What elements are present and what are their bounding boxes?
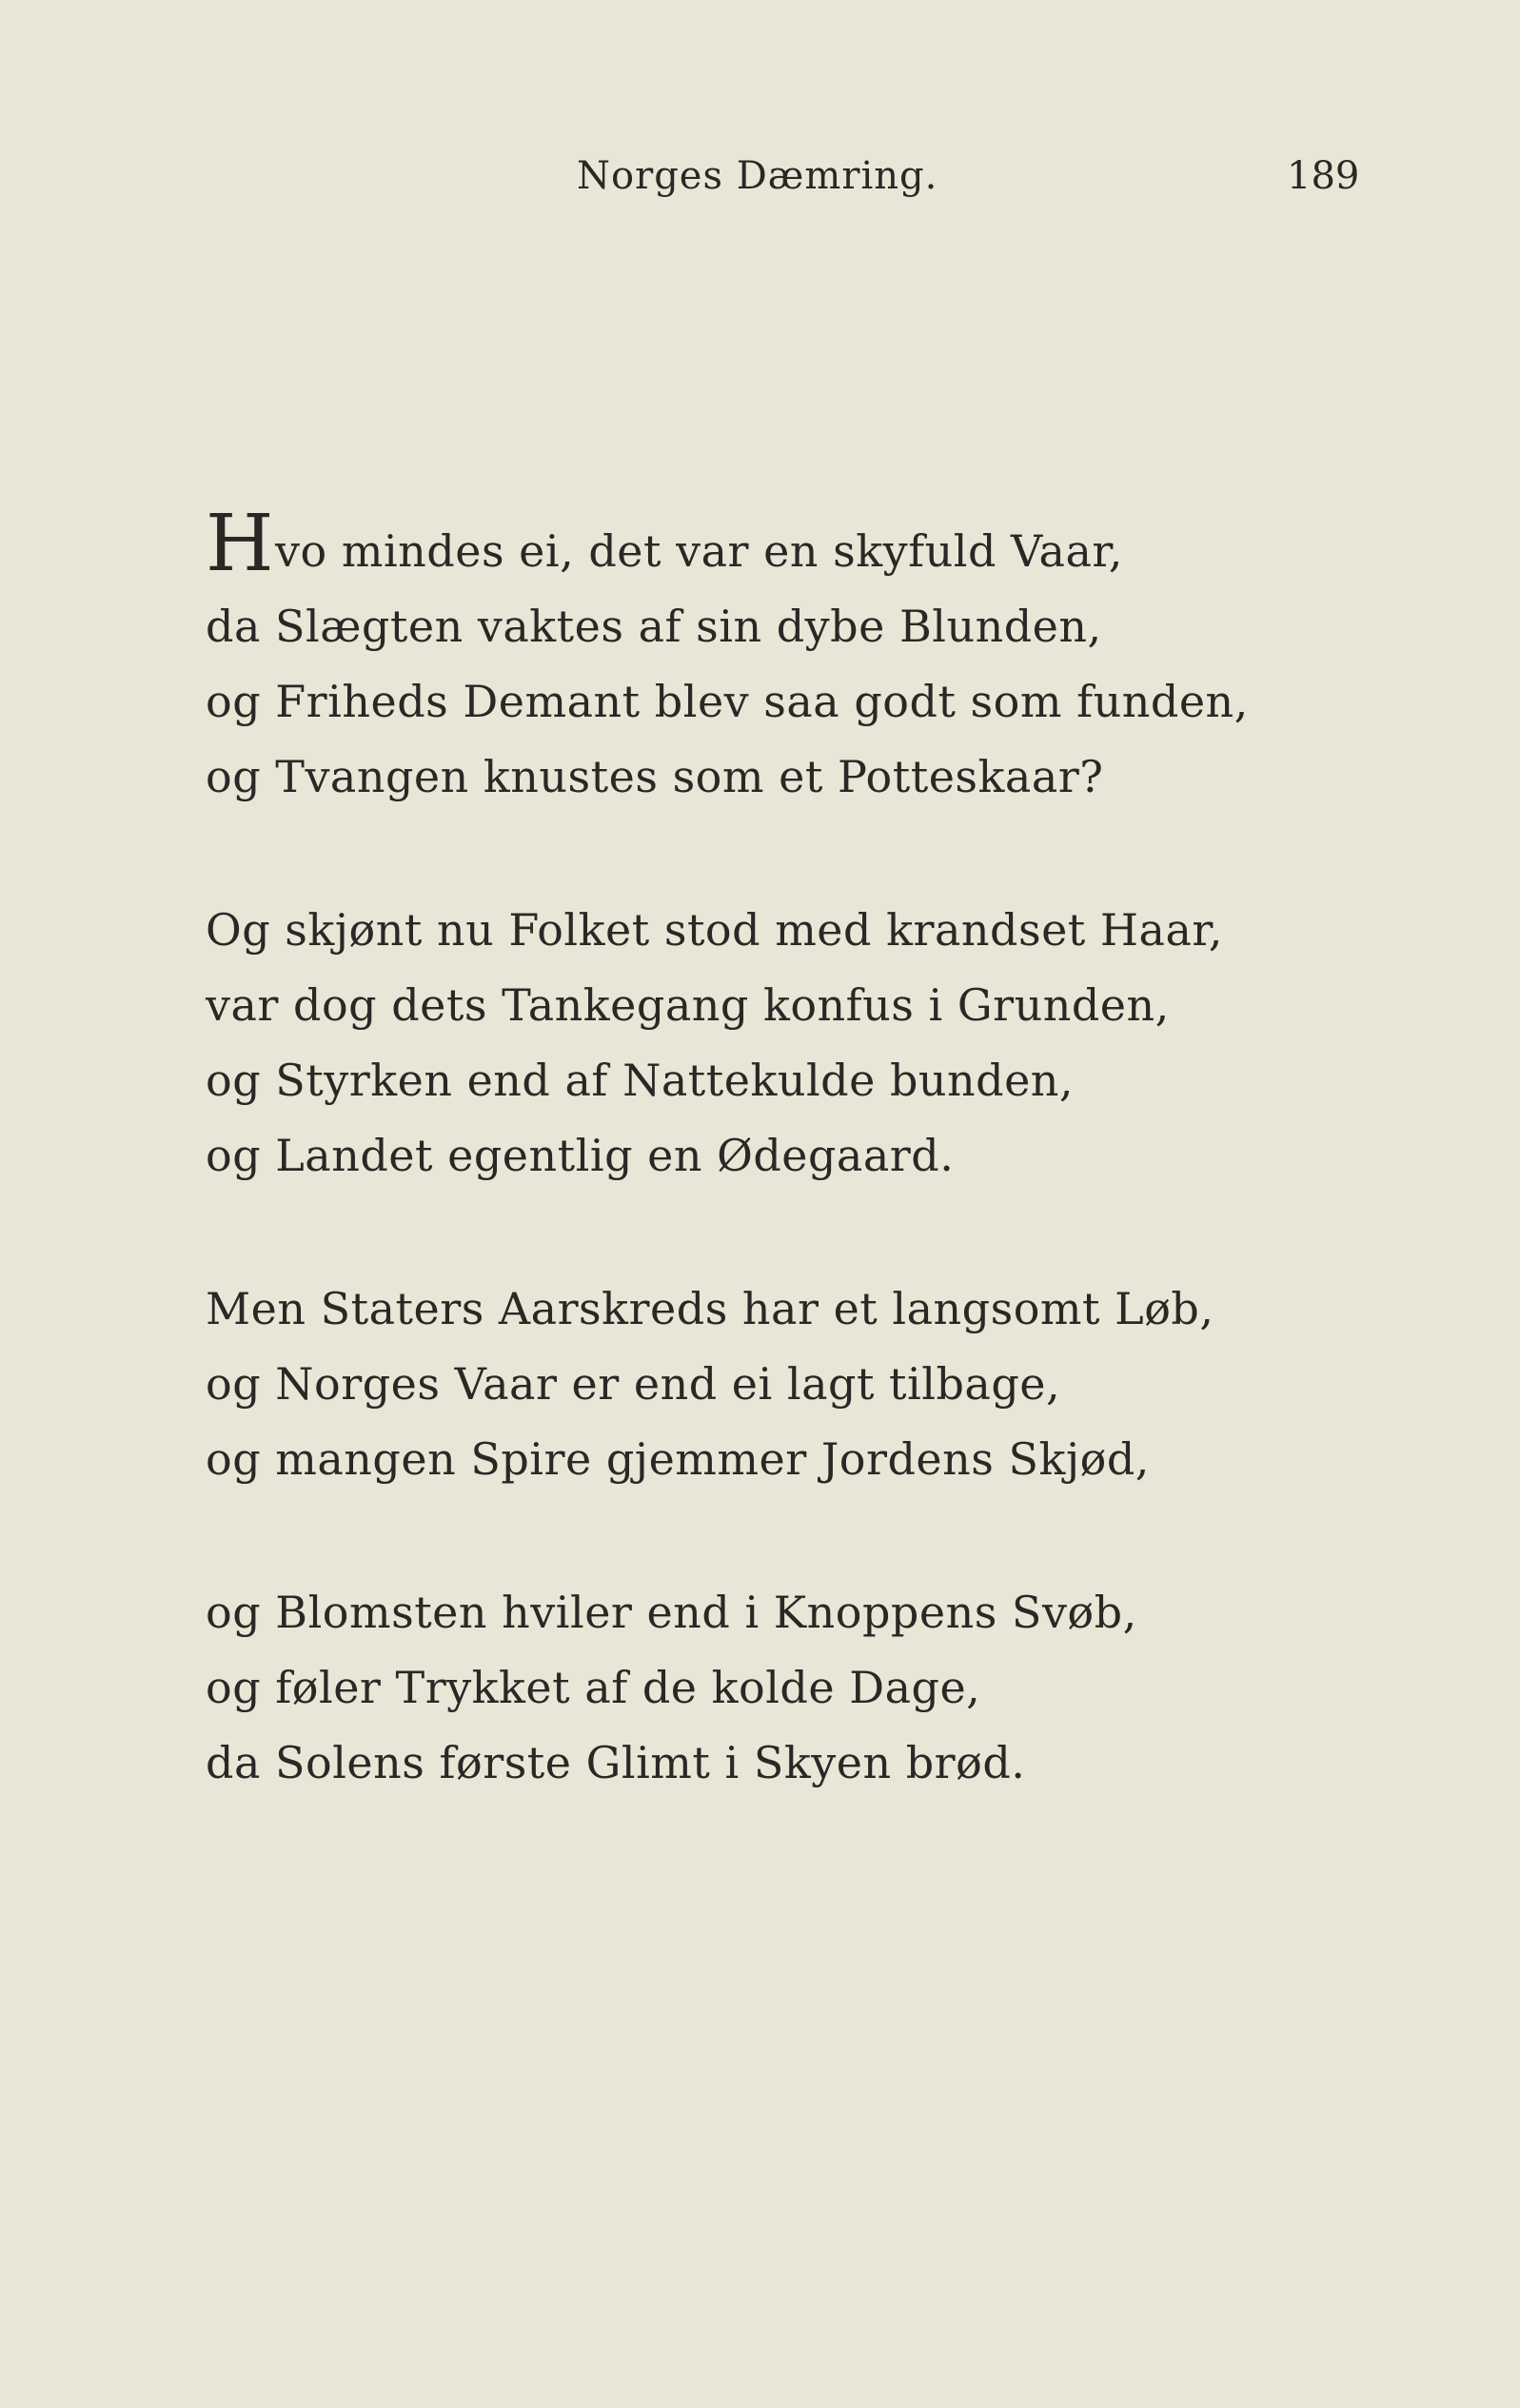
stanza-2 (206, 893, 1424, 1194)
poem-line: og mangen Spire gjemmer Jordens Skjød, (206, 1433, 1150, 1485)
stanza-1 (206, 499, 1424, 815)
running-title: Norges Dæmring. (577, 154, 938, 198)
poem-line-text: vo mindes ei, det var en skyfuld Vaar, (275, 525, 1123, 577)
poem-line: og føler Trykket af de kolde Dage, (206, 1662, 981, 1713)
stanza-3 (206, 1272, 1424, 1497)
poem-line: da Solens første Glimt i Skyen brød. (206, 1737, 1026, 1788)
poem-line: da Slægten vaktes af sin dybe Blunden, (206, 601, 1102, 652)
stanza-4 (206, 1575, 1424, 1801)
poem-line: var dog dets Tankegang konfus i Grunden, (206, 979, 1170, 1031)
page-number: 189 (1287, 154, 1360, 198)
poem-line: og Blomsten hviler end i Knoppens Svøb, (206, 1587, 1137, 1638)
poem-line: og Landet egentlig en Ødegaard. (206, 1130, 955, 1181)
poem-line: og Styrken end af Nattekulde bunden, (206, 1055, 1075, 1106)
poem-line: og Norges Vaar er end ei lagt tilbage, (206, 1358, 1061, 1410)
page-header (0, 154, 1520, 211)
poem-line: og Friheds Demant blev saa godt som funden, (206, 676, 1249, 727)
poem-line: Og skjønt nu Folket stod med krandset Haar, (206, 904, 1223, 956)
poem-line (206, 499, 1424, 589)
poem-line: og Tvangen knustes som et Potteskaar? (206, 751, 1104, 802)
poem (206, 499, 1424, 1801)
drop-cap: H (206, 499, 275, 589)
poem-line: Men Staters Aarskreds har et langsomt Løb, (206, 1283, 1214, 1334)
